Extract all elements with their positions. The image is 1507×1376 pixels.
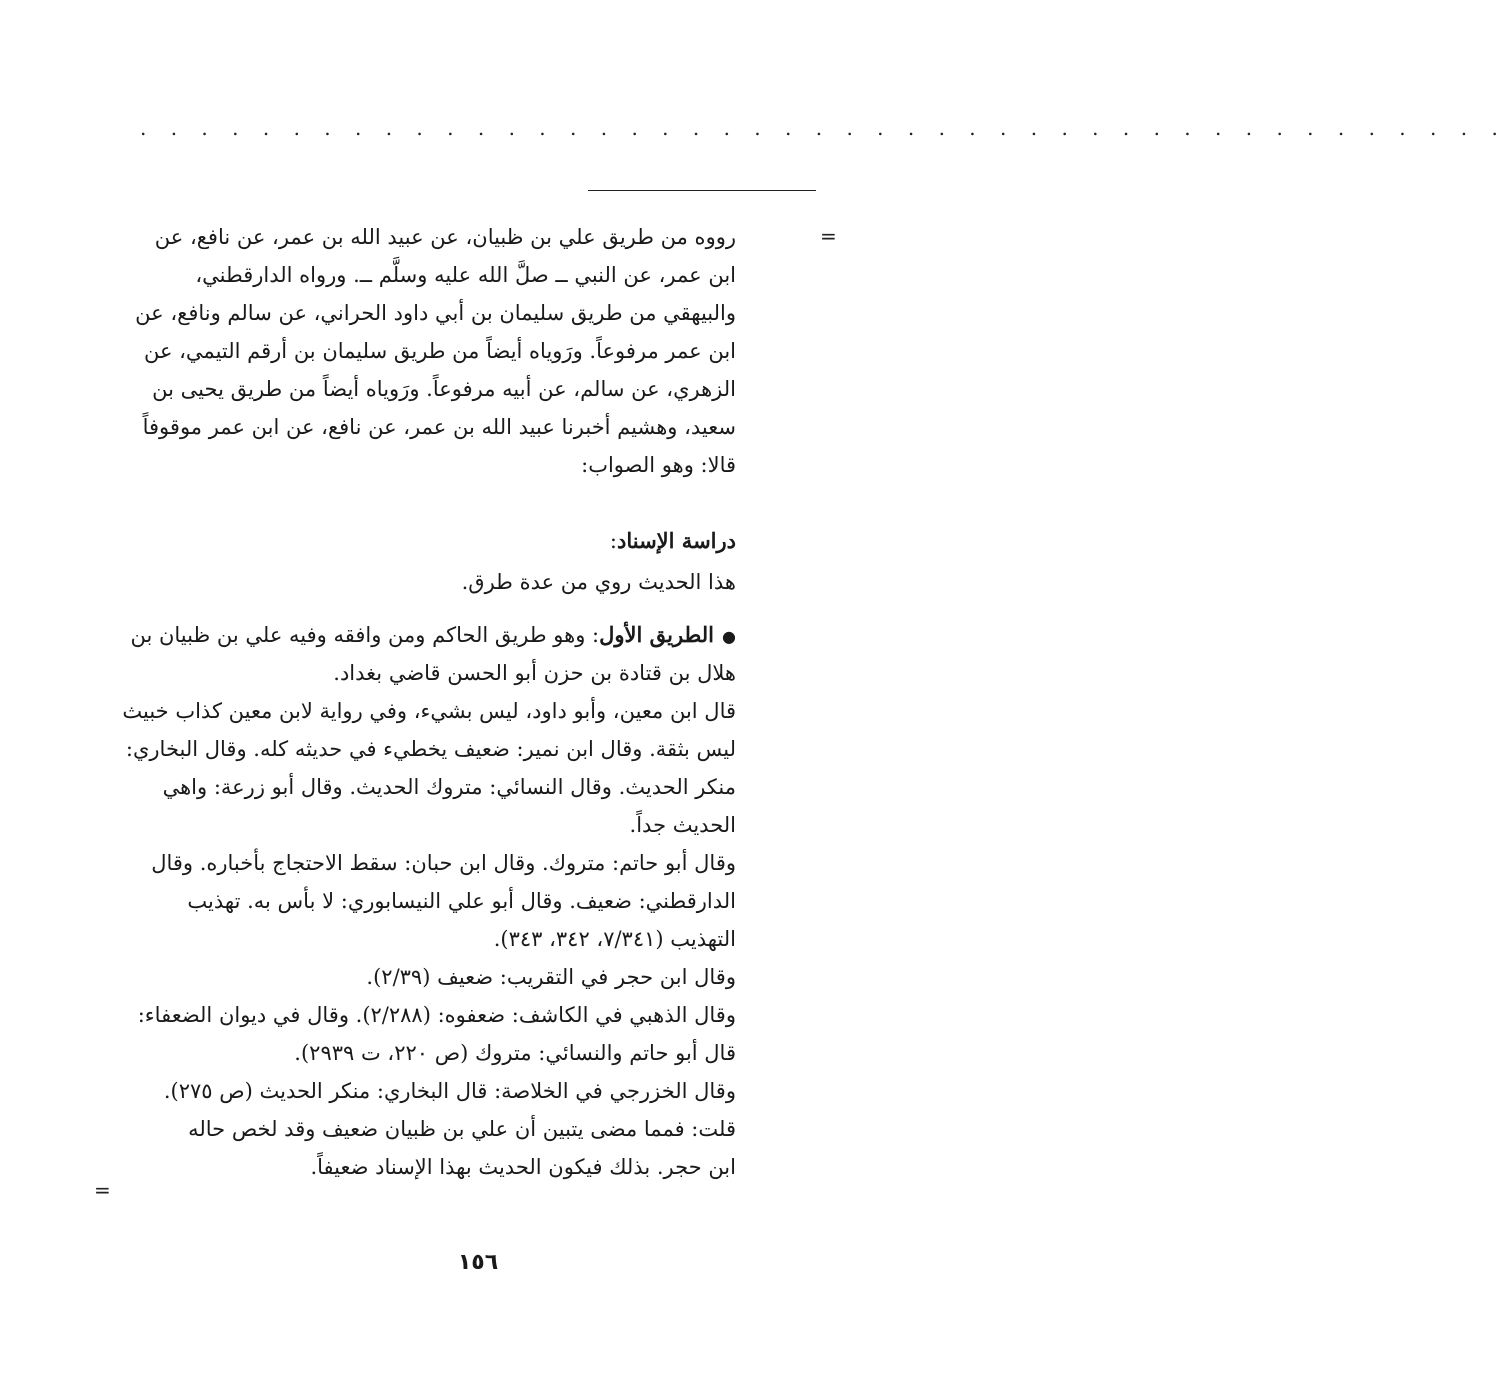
first-path-line (116, 616, 736, 654)
narrator-assessment (116, 692, 736, 1186)
body-line: وقال الخزرجي في الخلاصة: قال البخاري: منكر الحديث (ص ٢٧٥). (163, 1079, 736, 1103)
footnote-line: رووه من طريق علي بن ظبيان، عن عبيد الله بن عمر، عن نافع، عن (154, 225, 736, 249)
first-path-label: الطريق الأول (599, 622, 715, 647)
body-line: الدارقطني: ضعيف. وقال أبو علي النيسابوري: لا بأس به. تهذيب (187, 889, 736, 913)
section-heading-colon: : (609, 529, 617, 553)
footnote-line: ابن عمر، عن النبي ــ صلَّ الله عليه وسلَّم ــ. ورواه الدارقطني، (195, 263, 736, 287)
body-line: قال أبو حاتم والنسائي: متروك (ص ٢٢٠، ت ٢٩٣٩). (294, 1041, 736, 1065)
body-line: ابن حجر. بذلك فيكون الحديث بهذا الإسناد ضعيفاً. (310, 1155, 736, 1179)
body-line: وقال أبو حاتم: متروك. وقال ابن حبان: سقط الاحتجاج بأخباره. وقال (151, 851, 736, 875)
page-number: ١٥٦ (457, 1250, 499, 1275)
footnote-line: قالا: وهو الصواب: (581, 453, 736, 477)
body-line: قال ابن معين، وأبو داود، ليس بشيء، وفي رواية لابن معين كذاب خبيث (122, 699, 736, 723)
footnote-line: ابن عمر مرفوعاً. ورَوياه أيضاً من طريق سليمان بن أرقم التيمي، عن (143, 339, 736, 363)
body-line: التهذيب (٧/٣٤١، ٣٤٢، ٣٤٣). (493, 927, 736, 951)
dotted-separator: . . . . . . . . . . . . . . . . . . . . . . . . . . . . . . . . . . . . . . . . . . . . . (140, 116, 1507, 140)
footnote-rule (588, 190, 816, 191)
footnote-line: سعيد، وهشيم أخبرنا عبيد الله بن عمر، عن نافع، عن ابن عمر موقوفاً (142, 415, 736, 439)
first-path-paragraph (116, 616, 736, 692)
section-heading (116, 522, 736, 560)
body-line: منكر الحديث. وقال النسائي: متروك الحديث. وقال أبو زرعة: واهي (162, 775, 736, 799)
body-line: وقال ابن حجر في التقريب: ضعيف (٢/٣٩). (366, 965, 736, 989)
continuation-mark-bottom: = (94, 1178, 111, 1202)
section-intro-text: هذا الحديث روي من عدة طرق. (461, 570, 736, 594)
body-line: ليس بثقة. وقال ابن نمير: ضعيف يخطيء في حديثه كله. وقال البخاري: (125, 737, 736, 761)
first-path-line: هلال بن قتادة بن حزن أبو الحسن قاضي بغداد. (333, 661, 736, 685)
footnote-line: الزهري، عن سالم، عن أبيه مرفوعاً. ورَوياه أيضاً من طريق يحيى بن (152, 377, 736, 401)
body-line: قلت: فمما مضى يتبين أن علي بن ظبيان ضعيف وقد لخص حاله (188, 1117, 736, 1141)
bullet-icon: ● (722, 627, 736, 646)
footnote-paragraph (116, 218, 736, 484)
footnote-line: والبيهقي من طريق سليمان بن أبي داود الحراني، عن سالم ونافع، عن (135, 301, 736, 325)
first-path-text: : وهو طريق الحاكم ومن وافقه وفيه علي بن ظبيان بن (130, 623, 600, 647)
section-heading-text: دراسة الإسناد (617, 528, 736, 553)
body-line: الحديث جداً. (629, 813, 736, 837)
continuation-mark-top: = (820, 224, 837, 248)
section-intro (116, 563, 736, 601)
body-line: وقال الذهبي في الكاشف: ضعفوه: (٢/٢٨٨). وقال في ديوان الضعفاء: (137, 1003, 736, 1027)
